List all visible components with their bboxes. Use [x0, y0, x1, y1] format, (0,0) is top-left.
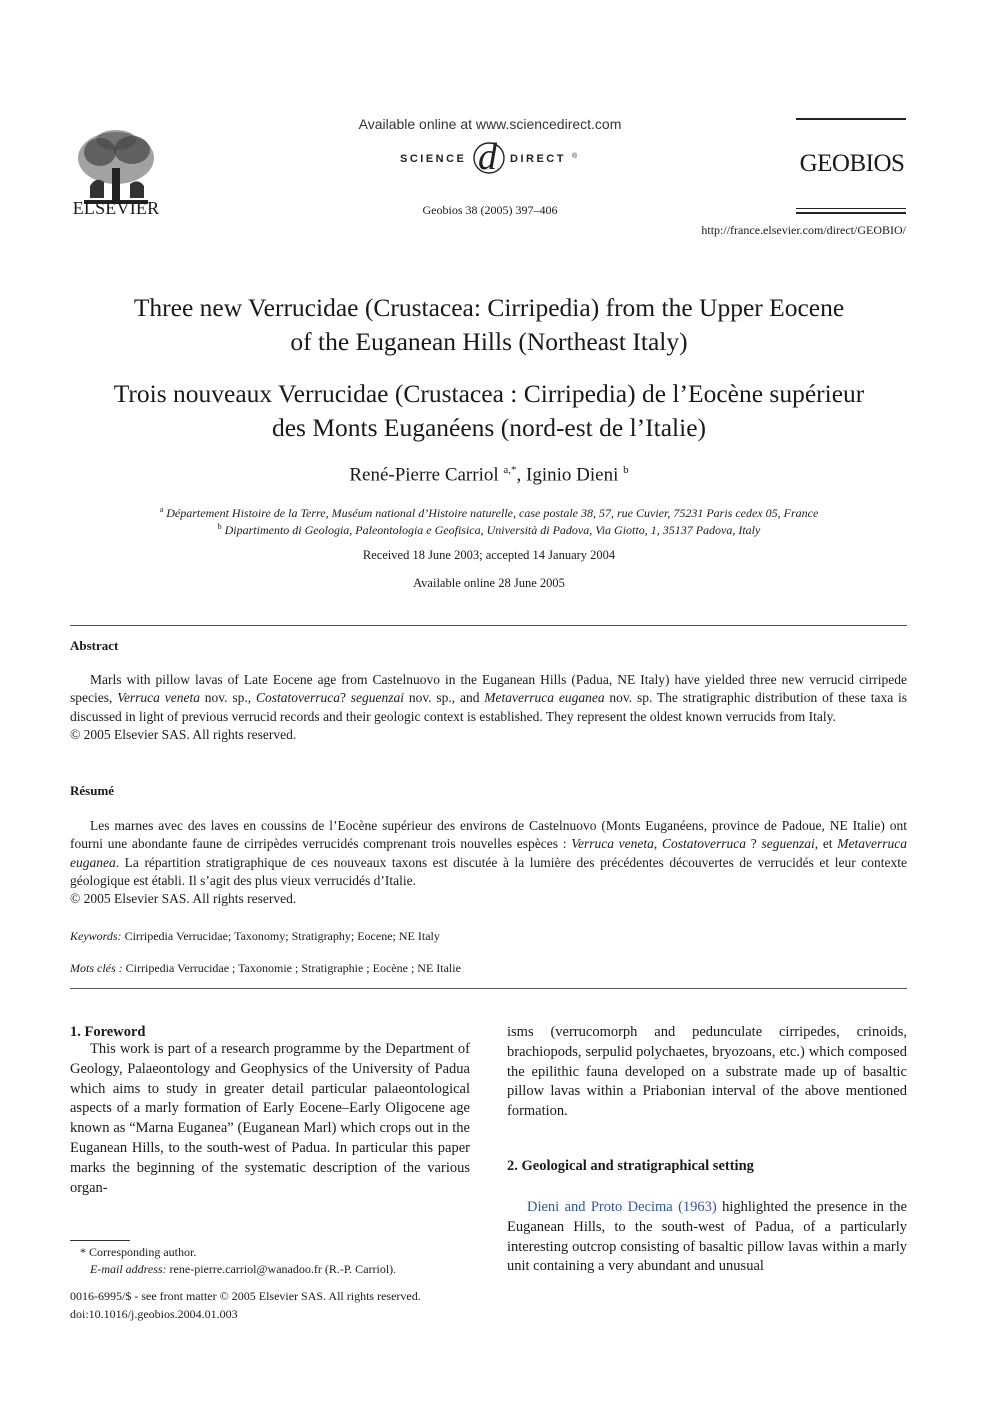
affiliation-b-text: Dipartimento di Geologia, Paleontologia e Geofisica, Università di Padova, Via Giotto, 1, 35137 Padova, Italy [224, 523, 761, 537]
abstract-top-rule [70, 625, 907, 626]
affiliation-a-text: Département Histoire de la Terre, Muséum national d’Histoire naturelle, case postale 38, 57, rue Cuvier, 75231 Paris cedex 05, France [166, 506, 819, 520]
journal-rule-top [796, 118, 906, 120]
abstract-heading: Abstract [70, 638, 119, 653]
mots-cles-label: Mots clés : [70, 961, 123, 975]
article-title-english [60, 291, 918, 359]
resume-text-4: , et [814, 836, 838, 852]
publisher-name: ELSEVIER [72, 198, 160, 218]
resume-copyright: © 2005 Elsevier SAS. All rights reserved. [70, 891, 297, 907]
affiliation-a [60, 505, 918, 521]
resume-text-5: . La répartition stratigraphique de ces nouveaux taxons est discutée à la lumière des précédentes découvertes de verrucidés et leur contexte géologique est établi. Il s’agit des plus vieux verrucidés d’Italie. [70, 854, 907, 888]
sciencedirect-logo-icon [350, 138, 630, 176]
resume-heading: Résumé [70, 783, 115, 798]
species-metaverruca-euganea: Metaverruca euganea [484, 690, 605, 706]
journal-rule-bottom [796, 208, 906, 209]
front-matter-line: 0016-6995/$ - see front matter © 2005 Elsevier SAS. All rights reserved. [70, 1289, 421, 1303]
author-separator: , [516, 464, 527, 486]
espece-metaverruca-euganea: Metaverruca euganea [70, 836, 908, 870]
email-address[interactable]: rene-pierre.carriol@wanadoo.fr (R.-P. Carriol). [166, 1262, 397, 1276]
abstract-bottom-rule [70, 988, 907, 989]
reference-link-dieni-1963[interactable]: Dieni and Proto Decima (1963) [527, 1199, 717, 1215]
footnote-rule [70, 1240, 130, 1241]
foreword-text: This work is part of a research programme by the Department of Geology, Palaeontology and Geophysics of the University of Padua which aims to study in greater detail particular palaeontological aspects of a marly formation of Early Eocene–Early Oligocene age known as “Marna Euganea” (Euganean Marl) which crops out in the Euganean Hills, to the south-west of Padua. In particular this paper marks the beginning of the systematic description of the various organ- [70, 1041, 470, 1196]
title-en-line-1: Three new Verrucidae (Crustacea: Cirripedia) from the Upper Eocene [133, 293, 845, 322]
species-seguenzai: seguenzai [350, 690, 405, 706]
email-label: E-mail address: [90, 1262, 167, 1276]
email-footnote [90, 1262, 396, 1277]
abstract-text-5: nov. sp. The stratigraphic distribution of these taxa is discussed in light of previous verrucid records and their geologic context is established. They represent the oldest known verrucids from Italy. [70, 690, 908, 724]
article-title-french [60, 377, 918, 445]
foreword-continuation: isms (verrucomorph and pedunculate cirripedes, crinoids, brachiopods, serpulid polychaetes, bryozoans, etc.) which composed the epilithic fauna developed on a substrate made up of basaltic pillow lavas within a Priabonian interval of the above mentioned formation. [507, 1024, 907, 1120]
title-fr-line-2: des Monts Euganéens (nord-est de l’Italie) [271, 413, 707, 442]
available-online-date: Available online 28 June 2005 [413, 576, 565, 590]
journal-rule-bottom-thick [796, 212, 906, 214]
geological-setting-paragraph [507, 1198, 907, 1277]
sd-left-text: SCIENCE [400, 153, 467, 165]
title-fr-line-1: Trois nouveaux Verrucidae (Crustacea : Cirripedia) de l’Eocène supérieur [113, 379, 865, 408]
author-list [60, 464, 918, 486]
foreword-paragraph [70, 1040, 470, 1198]
abstract-text-4: nov. sp., and [404, 690, 485, 706]
species-verruca-veneta: Verruca veneta [117, 690, 200, 706]
geological-setting-text: highlighted the presence in the Euganean Hills, to the south-west of Padua, of a particularly interesting outcrop consisting of basaltic pillow lavas within a marly unit containing a very abundant and unusual [507, 1199, 907, 1275]
resume-text-3: ? [746, 836, 762, 852]
resume-body [70, 817, 907, 908]
section-2-heading: 2. Geological and stratigraphical setting [507, 1158, 754, 1174]
keywords-text: Cirripedia Verrucidae; Taxonomy; Stratigraphy; Eocene; NE Italy [124, 929, 440, 943]
journal-reference: Geobios 38 (2005) 397–406 [422, 203, 558, 217]
affiliation-a-label: a [159, 505, 164, 514]
abstract-text-3: ? [339, 690, 351, 706]
affiliation-b-label: b [217, 522, 222, 531]
abstract-text-2: nov. sp., [199, 690, 256, 706]
espece-costatoverruca: Costatoverruca [662, 836, 747, 852]
espece-seguenzai: seguenzai [761, 836, 815, 852]
svg-text:d: d [478, 138, 497, 176]
corresponding-author-note: * Corresponding author. [80, 1245, 197, 1259]
author-2-affiliation-mark[interactable]: b [623, 464, 629, 476]
abstract-copyright: © 2005 Elsevier SAS. All rights reserved. [70, 726, 297, 742]
keywords-label: Keywords: [70, 929, 122, 943]
journal-url-link[interactable]: http://france.elsevier.com/direct/GEOBIO/ [701, 223, 906, 237]
mots-cles-line [70, 961, 461, 976]
affiliation-b [60, 522, 918, 538]
section-1-heading: 1. Foreword [70, 1024, 146, 1040]
doi-line[interactable]: doi:10.1016/j.geobios.2004.01.003 [70, 1307, 238, 1321]
sd-right-text: DIRECT [510, 153, 566, 165]
received-dates: Received 18 June 2003; accepted 14 January 2004 [362, 548, 616, 562]
abstract-text-1: Marls with pillow lavas of Late Eocene age from Castelnuovo in the Euganean Hills (Padua, NE Italy) have yielded three new verrucid cirripede species, [70, 672, 907, 706]
espece-verruca-veneta: Verruca veneta [571, 836, 654, 852]
author-1-affiliation-marks[interactable]: a,* [503, 464, 517, 476]
svg-text:®: ® [572, 153, 578, 160]
title-en-line-2: of the Euganean Hills (Northeast Italy) [290, 327, 688, 356]
abstract-body [70, 671, 907, 744]
journal-name: GEOBIOS [799, 150, 905, 177]
author-dieni[interactable]: Iginio Dieni [526, 464, 619, 486]
mots-cles-text: Cirripedia Verrucidae ; Taxonomie ; Stratigraphie ; Eocène ; NE Italie [125, 961, 461, 975]
sciencedirect-availability[interactable]: Available online at www.sciencedirect.com [358, 116, 622, 132]
resume-text-2: , [653, 836, 663, 852]
keywords-line [70, 929, 440, 944]
species-costatoverruca: Costatoverruca [255, 690, 340, 706]
resume-text-1: Les marnes avec des laves en coussins de l’Eocène supérieur des environs de Castelnuovo (Monts Euganéens, province de Padoue, NE Italie) ont fourni une abondante faune de cirripèdes verrucidés comprenant trois nouvelles espèces : [70, 818, 907, 852]
author-carriol[interactable]: René-Pierre Carriol [349, 464, 499, 486]
